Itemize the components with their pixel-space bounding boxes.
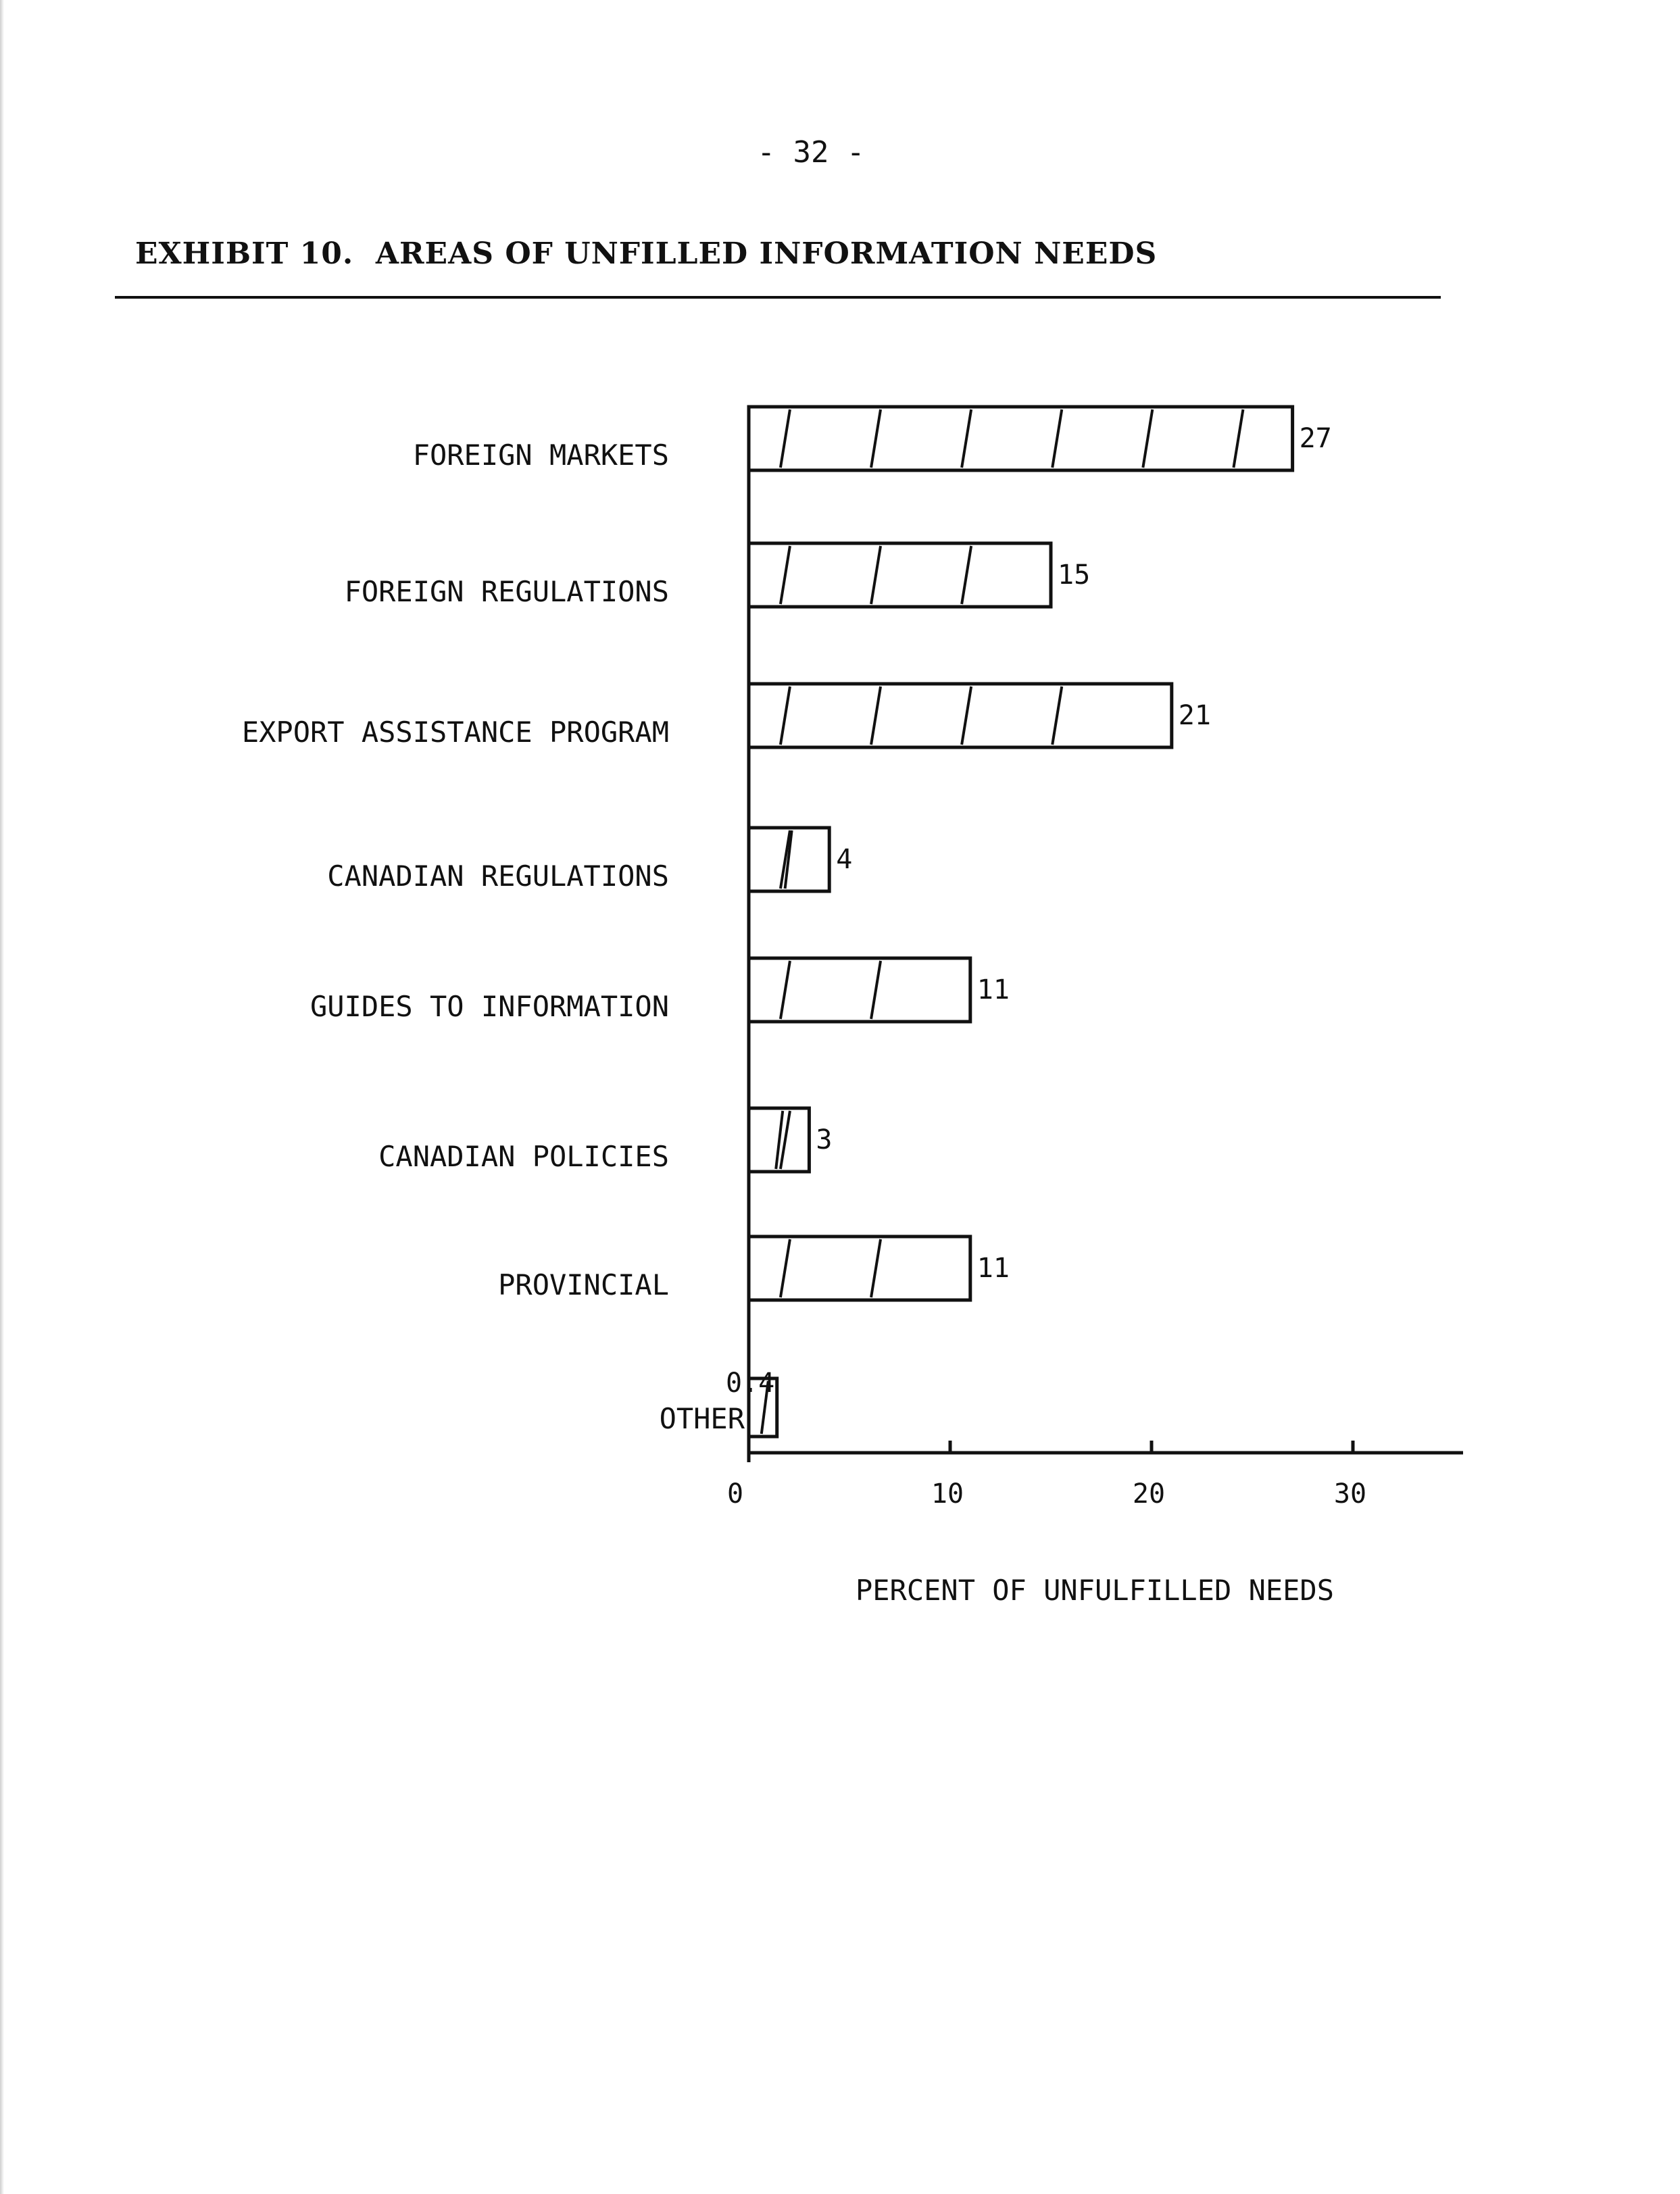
value-label: 0.4 (726, 1368, 775, 1399)
bar-hatch (1143, 409, 1152, 468)
value-label: 4 (836, 844, 853, 875)
bar-hatch (871, 687, 881, 745)
x-tick-label: 0 (726, 1478, 744, 1510)
bar-hatch (871, 546, 881, 604)
category-label: CANADIAN POLICIES (378, 1140, 669, 1173)
x-axis-label: PERCENT OF UNFULFILLED NEEDS (855, 1574, 1335, 1607)
bar-hatch (781, 1239, 790, 1297)
category-label: OTHER (659, 1402, 745, 1435)
bar-hatch (781, 546, 790, 604)
page-number: - 32 - (757, 135, 865, 170)
value-label: 27 (1299, 423, 1332, 454)
bar (749, 543, 1051, 607)
bar-hatch (1052, 687, 1062, 745)
exhibit-title: EXHIBIT 10. AREAS OF UNFILLED INFORMATION NEEDS (135, 236, 1158, 271)
category-label: CANADIAN REGULATIONS (327, 859, 669, 893)
bar-hatch (871, 409, 881, 468)
value-label: 21 (1178, 700, 1211, 731)
bar-hatch (781, 961, 790, 1019)
bar-hatch (871, 1239, 881, 1297)
bar-hatch (962, 687, 971, 745)
bar (749, 684, 1172, 747)
category-label: GUIDES TO INFORMATION (310, 990, 669, 1023)
bar (749, 407, 1293, 470)
bar-hatch (1233, 409, 1243, 468)
category-label: EXPORT ASSISTANCE PROGRAM (241, 716, 669, 749)
x-tick-label: 10 (931, 1478, 964, 1510)
category-label: FOREIGN MARKETS (412, 439, 669, 472)
value-label: 11 (977, 974, 1010, 1005)
bar-hatch (871, 961, 881, 1019)
category-label: FOREIGN REGULATIONS (344, 575, 669, 608)
bar-hatch (962, 409, 971, 468)
value-label: 3 (816, 1124, 833, 1155)
bar-hatch (962, 546, 971, 604)
bar-hatch (1052, 409, 1062, 468)
value-label: 15 (1058, 559, 1091, 591)
bar-hatch (781, 409, 790, 468)
x-tick-label: 20 (1132, 1478, 1166, 1510)
category-label: PROVINCIAL (498, 1268, 669, 1301)
bar-hatch (781, 687, 790, 745)
value-label: 11 (977, 1253, 1010, 1284)
x-tick-label: 30 (1333, 1478, 1367, 1510)
